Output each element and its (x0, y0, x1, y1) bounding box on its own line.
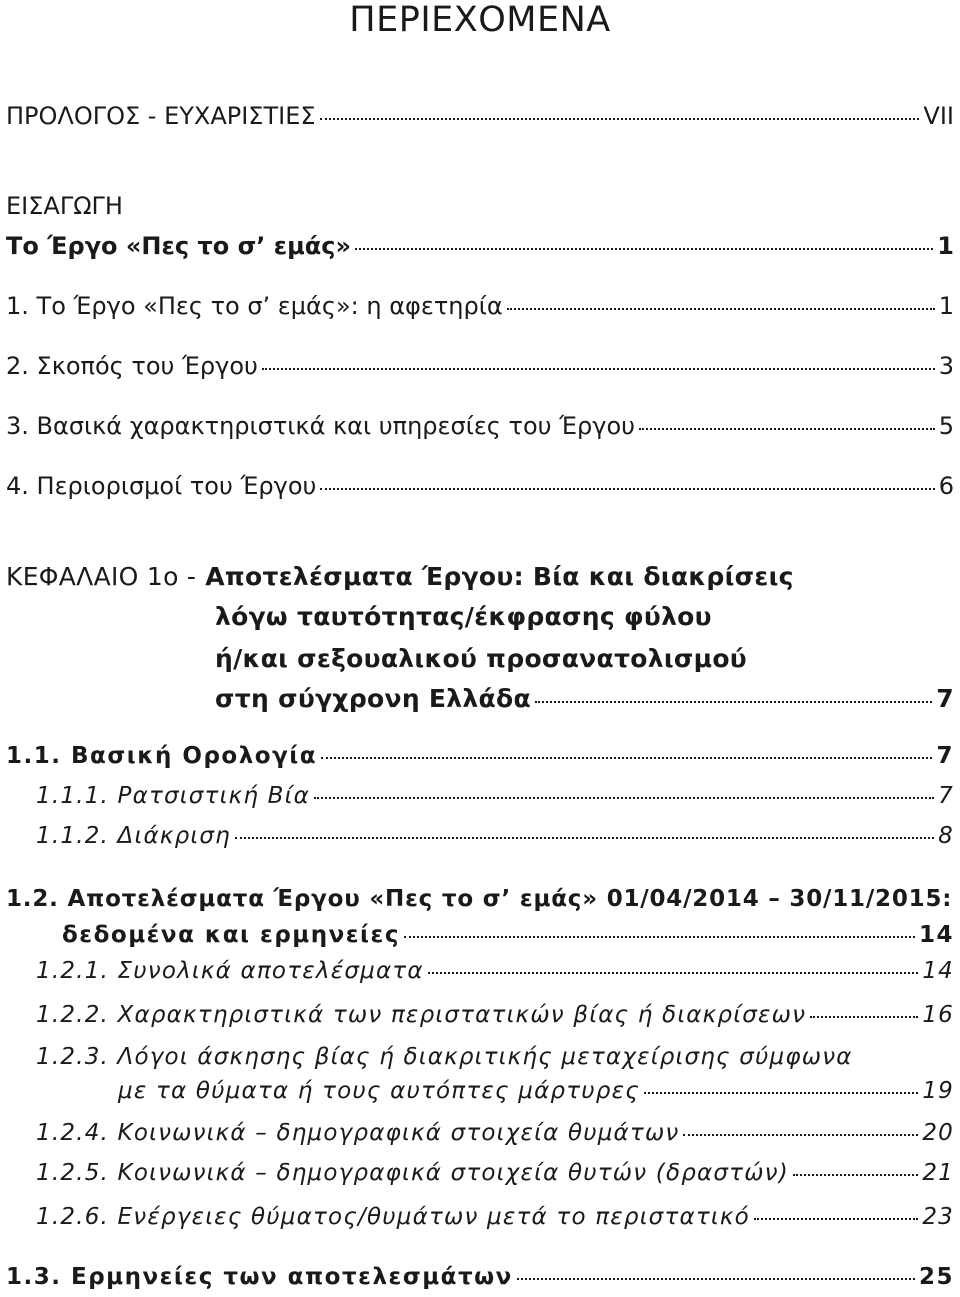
toc-page-number: 1 (937, 232, 954, 260)
dot-leader (754, 1218, 918, 1220)
toc-entry-1-2-line-1[interactable]: 1.2. Αποτελέσματα Έργου «Πες το σ’ εμάς» 01/04/2014 – 30/11/2015: (6, 886, 953, 912)
toc-label: 1.2.2. Χαρακτηριστικά των περιστατικών βίας ή διακρίσεων (36, 1002, 807, 1028)
toc-label: 1.1. Βασική Ορολογία (6, 743, 318, 769)
toc-entry-prologue[interactable] (6, 102, 954, 130)
toc-entry-1-2-5[interactable] (36, 1160, 954, 1186)
dot-leader (683, 1134, 918, 1136)
toc-entry-1-2-1[interactable] (36, 958, 954, 984)
toc-page-number: 7 (936, 743, 954, 769)
toc-entry-1-2-3[interactable] (118, 1078, 954, 1104)
dot-leader (320, 118, 920, 120)
dot-leader (262, 368, 935, 370)
toc-entry-1-2[interactable] (62, 922, 954, 948)
toc-label: με τα θύματα ή τους αυτόπτες μάρτυρες (118, 1078, 640, 1104)
toc-label: 1.2.4. Κοινωνικά – δημογραφικά στοιχεία θυμάτων (36, 1120, 680, 1146)
toc-entry-1-1-2[interactable] (36, 823, 954, 849)
toc-label: 1.2.1. Συνολικά αποτελέσματα (36, 958, 424, 984)
chapter-prefix: ΚΕΦΑΛΑΙΟ 1ο - (6, 562, 197, 591)
toc-entry-1-2-6[interactable] (36, 1204, 954, 1230)
toc-label: 1. Το Έργο «Πες το σ’ εμάς»: η αφετηρία (6, 292, 503, 320)
toc-page-number: 14 (918, 922, 954, 948)
toc-entry-intro-3[interactable] (6, 412, 954, 440)
toc-page-number: 8 (938, 823, 954, 849)
toc-entry-1-2-4[interactable] (36, 1120, 954, 1146)
toc-entry-1-2-3-line-1[interactable]: 1.2.3. Λόγοι άσκησης βίας ή διακριτικής μεταχείρισης σύμφωνα (36, 1044, 853, 1070)
toc-label: 2. Σκοπός του Έργου (6, 352, 258, 380)
toc-label: στη σύγχρονη Ελλάδα (215, 684, 531, 713)
toc-label: 1.1.1. Ρατσιστική Βία (36, 783, 310, 809)
toc-page-number: 16 (922, 1002, 954, 1028)
toc-label: ΠΡΟΛΟΓΟΣ - ΕΥΧΑΡΙΣΤΙΕΣ (6, 102, 316, 130)
chapter-title-line-1: Αποτελέσματα Έργου: Βία και διακρίσεις (205, 562, 794, 591)
toc-label: 1.2.6. Ενέργειες θύματος/θυμάτων μετά το περιστατικό (36, 1204, 750, 1230)
dot-leader (321, 757, 932, 759)
toc-entry-1-2-2[interactable] (36, 1002, 954, 1028)
toc-page-number: VII (923, 102, 954, 130)
toc-label: δεδομένα και ερμηνείες (62, 922, 400, 948)
dot-leader (404, 936, 915, 938)
toc-entry-1-1-1[interactable] (36, 783, 954, 809)
toc-page-number: 25 (918, 1264, 954, 1290)
toc-page-number: 21 (922, 1160, 954, 1186)
dot-leader (428, 972, 919, 974)
page-title: ΠΕΡΙΕΧΟΜΕΝΑ (349, 0, 611, 40)
toc-label: 1.1.2. Διάκριση (36, 823, 231, 849)
dot-leader (793, 1174, 918, 1176)
toc-page-number: 20 (922, 1120, 954, 1146)
dot-leader (507, 308, 935, 310)
toc-label: 1.3. Ερμηνείες των αποτελεσμάτων (6, 1264, 513, 1290)
toc-page-number: 5 (938, 412, 954, 440)
chapter-title-line-3: ή/και σεξουαλικού προσανατολισμού (215, 644, 747, 673)
toc-entry-intro-1[interactable] (6, 292, 954, 320)
chapter-1-heading[interactable] (6, 562, 794, 591)
toc-page-number: 1 (938, 292, 954, 320)
toc-label: 4. Περιορισμοί του Έργου (6, 472, 317, 500)
dot-leader (517, 1278, 915, 1280)
toc-page-number: 7 (938, 783, 954, 809)
toc-entry-chapter-1[interactable] (215, 684, 954, 713)
toc-entry-intro-4[interactable] (6, 472, 954, 500)
intro-heading: ΕΙΣΑΓΩΓΗ (6, 192, 123, 220)
dot-leader (639, 428, 935, 430)
toc-label: 3. Βασικά χαρακτηριστικά και υπηρεσίες του Έργου (6, 412, 636, 440)
toc-entry-1-1[interactable] (6, 743, 954, 769)
toc-entry-1-3[interactable] (6, 1264, 954, 1290)
chapter-title-line-2: λόγω ταυτότητας/έκφρασης φύλου (215, 602, 712, 631)
toc-page-number: 6 (938, 472, 954, 500)
toc-page-number: 14 (922, 958, 954, 984)
dot-leader (235, 837, 934, 839)
toc-page-number: 7 (936, 684, 954, 713)
toc-entry-intro-2[interactable] (6, 352, 954, 380)
dot-leader (314, 797, 934, 799)
dot-leader (644, 1092, 918, 1094)
toc-label: Το Έργο «Πες το σ’ εμάς» (6, 232, 351, 260)
dot-leader (535, 701, 932, 703)
toc-entry-intro-work[interactable] (6, 232, 954, 260)
toc-page-number: 3 (938, 352, 954, 380)
toc-page-number: 19 (922, 1078, 954, 1104)
dot-leader (355, 248, 933, 250)
toc-page-number: 23 (922, 1204, 954, 1230)
toc-label: 1.2.5. Κοινωνικά – δημογραφικά στοιχεία θυτών (δραστών) (36, 1160, 789, 1186)
dot-leader (810, 1016, 918, 1018)
dot-leader (320, 488, 934, 490)
